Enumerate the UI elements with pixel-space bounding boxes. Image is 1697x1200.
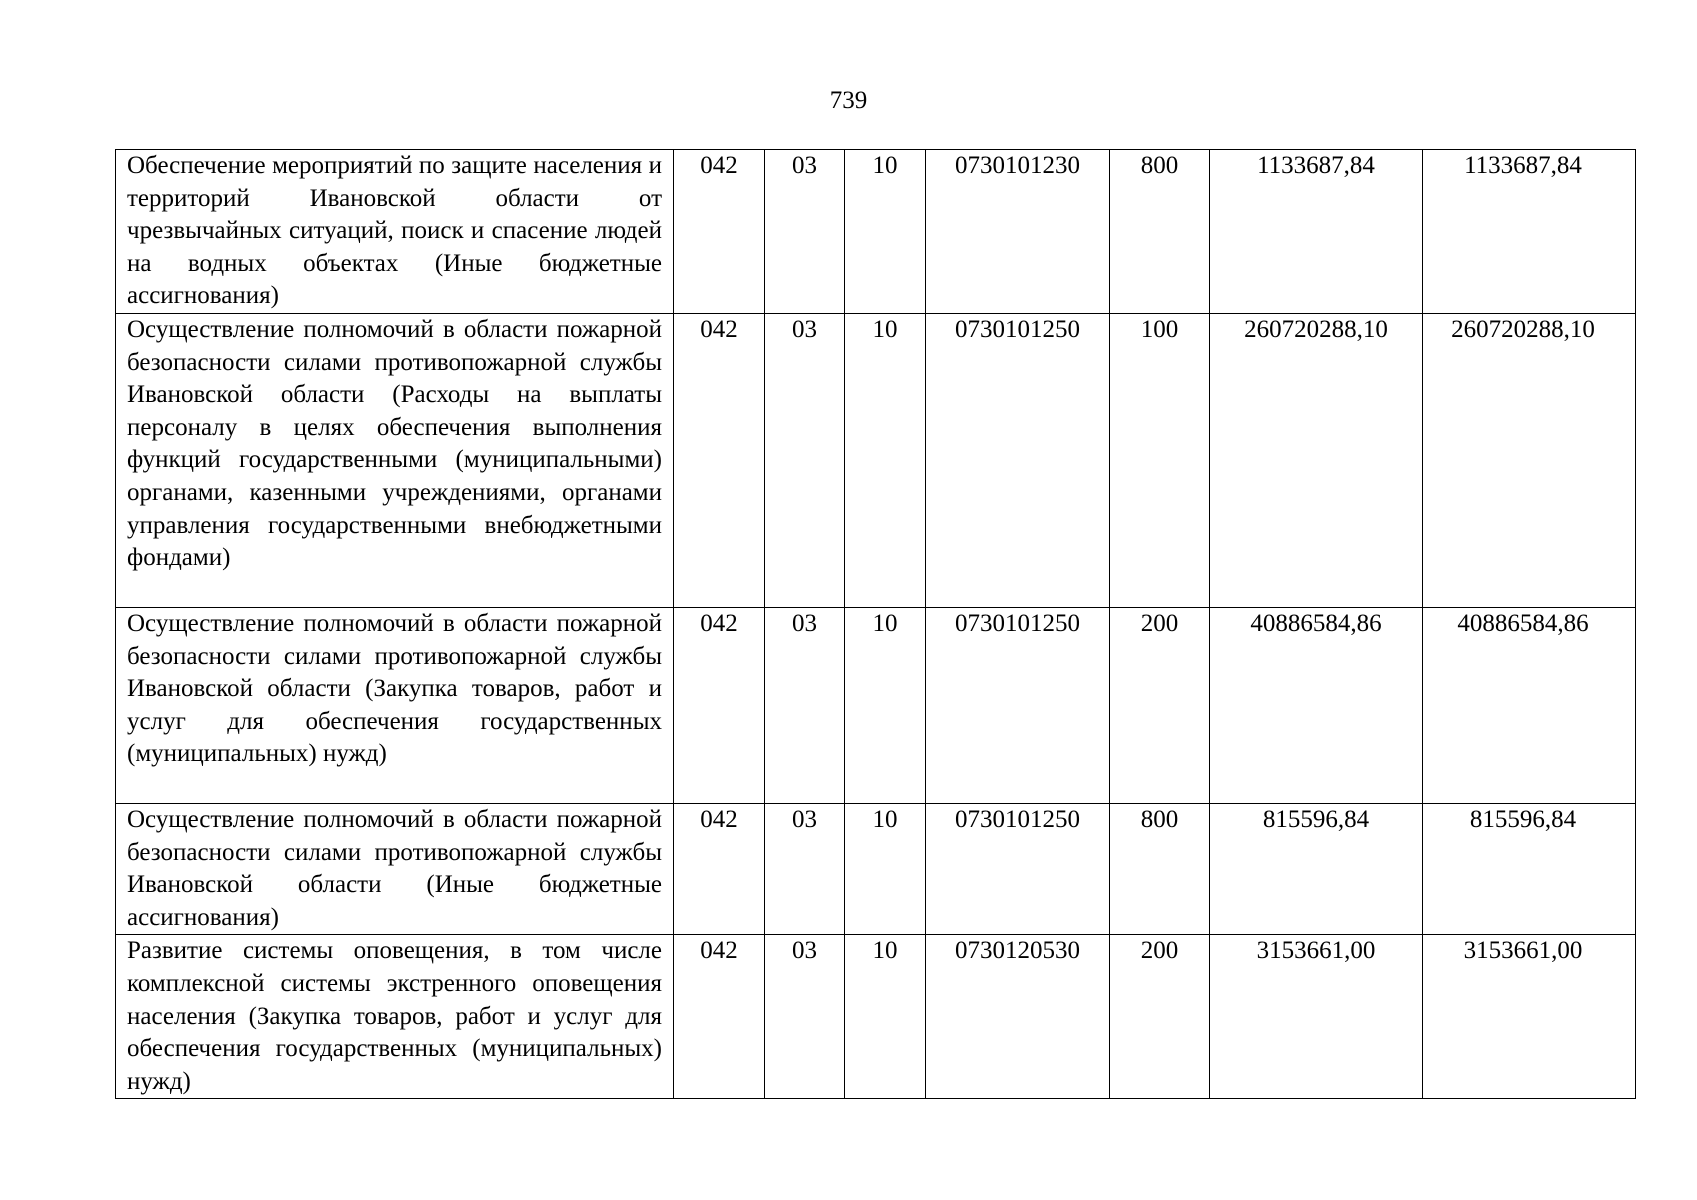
expense-type-code: 800 xyxy=(1110,150,1210,314)
expense-type-code: 100 xyxy=(1110,313,1210,607)
target-article-code: 0730101250 xyxy=(926,607,1110,803)
expense-type-code: 200 xyxy=(1110,607,1210,803)
subsection-code: 10 xyxy=(845,150,926,314)
amount-second: 260720288,10 xyxy=(1423,313,1636,607)
amount-first: 40886584,86 xyxy=(1210,607,1423,803)
ministry-code: 042 xyxy=(674,150,765,314)
ministry-code: 042 xyxy=(674,935,765,1099)
row-description: Осуществление полномочий в области пожарной безопасности силами противопожарной службы Ивановской области (Иные бюджетные ассигнования) xyxy=(116,803,674,934)
subsection-code: 10 xyxy=(845,607,926,803)
section-code: 03 xyxy=(765,313,845,607)
target-article-code: 0730101230 xyxy=(926,150,1110,314)
target-article-code: 0730101250 xyxy=(926,313,1110,607)
ministry-code: 042 xyxy=(674,803,765,934)
subsection-code: 10 xyxy=(845,803,926,934)
table-row xyxy=(116,935,1636,1099)
row-description: Осуществление полномочий в области пожарной безопасности силами противопожарной службы Ивановской области (Расходы на выплаты персоналу в целях обеспечения выполнения функций государственными (муниципальными) органами, казенными учреждениями, органами управления государственными внебюджетными фондами) xyxy=(116,313,674,607)
section-code: 03 xyxy=(765,803,845,934)
amount-second: 40886584,86 xyxy=(1423,607,1636,803)
section-code: 03 xyxy=(765,935,845,1099)
table-row xyxy=(116,803,1636,934)
amount-first: 3153661,00 xyxy=(1210,935,1423,1099)
subsection-code: 10 xyxy=(845,935,926,1099)
page-number: 739 xyxy=(829,87,868,114)
target-article-code: 0730120530 xyxy=(926,935,1110,1099)
amount-second: 815596,84 xyxy=(1423,803,1636,934)
target-article-code: 0730101250 xyxy=(926,803,1110,934)
ministry-code: 042 xyxy=(674,313,765,607)
row-description: Обеспечение мероприятий по защите населения и территорий Ивановской области от чрезвычайных ситуаций, поиск и спасение людей на водных объектах (Иные бюджетные ассигнования) xyxy=(116,150,674,314)
section-code: 03 xyxy=(765,150,845,314)
table-row xyxy=(116,150,1636,314)
section-code: 03 xyxy=(765,607,845,803)
table-row xyxy=(116,313,1636,607)
table-row xyxy=(116,607,1636,803)
amount-first: 1133687,84 xyxy=(1210,150,1423,314)
amount-first: 260720288,10 xyxy=(1210,313,1423,607)
expense-type-code: 800 xyxy=(1110,803,1210,934)
ministry-code: 042 xyxy=(674,607,765,803)
amount-second: 3153661,00 xyxy=(1423,935,1636,1099)
amount-second: 1133687,84 xyxy=(1423,150,1636,314)
row-description: Развитие системы оповещения, в том числе комплексной системы экстренного оповещения населения (Закупка товаров, работ и услуг для обеспечения государственных (муниципальных) нужд) xyxy=(116,935,674,1099)
budget-table xyxy=(115,149,1636,1099)
subsection-code: 10 xyxy=(845,313,926,607)
amount-first: 815596,84 xyxy=(1210,803,1423,934)
row-description: Осуществление полномочий в области пожарной безопасности силами противопожарной службы Ивановской области (Закупка товаров, работ и услуг для обеспечения государственных (муниципальных) нужд) xyxy=(116,607,674,803)
expense-type-code: 200 xyxy=(1110,935,1210,1099)
